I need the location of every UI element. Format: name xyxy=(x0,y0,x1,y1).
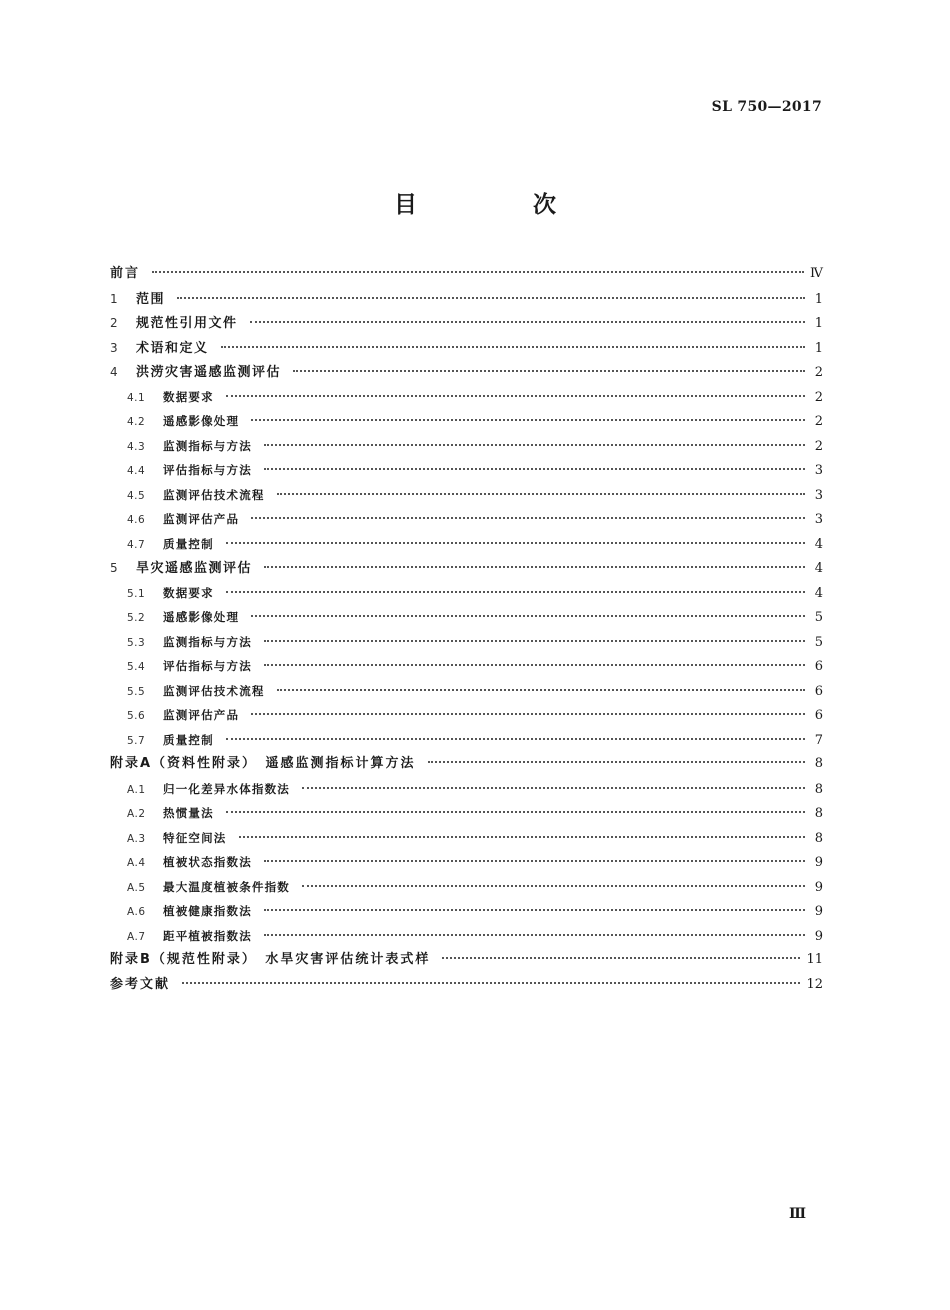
toc-entry-title: 范围 xyxy=(136,291,166,307)
toc-entry-page: 7 xyxy=(814,732,823,748)
toc-entry-page: 5 xyxy=(814,634,823,650)
toc-entry[interactable] xyxy=(110,409,823,434)
toc-entry-title: 质量控制 xyxy=(163,732,214,747)
toc-entry[interactable] xyxy=(110,777,823,802)
toc-entry-title: 附录A（资料性附录） 遥感监测指标计算方法 xyxy=(110,756,416,771)
toc-entry-page: 2 xyxy=(814,389,823,405)
toc-entry-number: A.1 xyxy=(127,783,146,796)
dot-leader xyxy=(226,738,805,740)
toc-entry[interactable] xyxy=(110,385,823,410)
dot-leader xyxy=(293,370,805,372)
toc-entry[interactable] xyxy=(110,336,823,361)
toc-entry-title: 附录B（规范性附录） 水旱灾害评估统计表式样 xyxy=(110,952,431,967)
toc-entry-number: 4.4 xyxy=(127,465,146,477)
toc-entry[interactable] xyxy=(110,605,823,630)
toc-entry-number: 5.4 xyxy=(127,661,146,673)
toc-entry-page: 6 xyxy=(814,683,823,699)
toc-entry-page: 6 xyxy=(814,659,823,674)
toc-entry-title: 参考文献 xyxy=(110,976,171,992)
toc-entry[interactable] xyxy=(110,630,823,655)
toc-entry[interactable] xyxy=(110,434,823,459)
toc-entry-number: A.2 xyxy=(127,808,146,820)
toc-entry-title: 评估指标与方法 xyxy=(163,659,252,673)
toc-entry-title: 监测评估产品 xyxy=(163,512,240,526)
toc-entry-page: 9 xyxy=(814,879,823,895)
toc-entry-page: 8 xyxy=(814,756,823,771)
dot-leader xyxy=(277,689,805,691)
toc-entry[interactable] xyxy=(110,556,823,581)
toc-entry-page: 8 xyxy=(814,781,823,797)
toc-entry-title: 前言 xyxy=(110,266,141,281)
toc-entry-title: 数据要求 xyxy=(163,585,214,600)
toc-entry[interactable] xyxy=(110,875,823,900)
toc-entry-number: 4.2 xyxy=(127,416,146,428)
toc-entry-page: 3 xyxy=(814,487,823,503)
toc-entry-page: 4 xyxy=(814,585,823,601)
toc-entry-page: 9 xyxy=(814,855,823,870)
toc-entry[interactable] xyxy=(110,973,823,998)
dot-leader xyxy=(226,591,805,593)
toc-entry-page: 4 xyxy=(814,536,823,552)
toc-entry-number: A.7 xyxy=(127,930,146,943)
toc-entry[interactable] xyxy=(110,948,823,973)
toc-entry[interactable] xyxy=(110,752,823,777)
page-title: 目 次 xyxy=(393,192,610,218)
toc-entry-title: 监测评估产品 xyxy=(163,708,240,722)
toc-entry-page: 8 xyxy=(814,806,823,821)
dot-leader xyxy=(428,761,805,763)
toc-entry-title: 术语和定义 xyxy=(136,340,209,356)
toc-entry[interactable] xyxy=(110,532,823,557)
toc-entry-title: 监测评估技术流程 xyxy=(163,487,265,502)
standard-code: SL 750—2017 xyxy=(711,99,822,115)
toc-entry-title: 最大温度植被条件指数 xyxy=(163,879,290,894)
toc-entry-title: 植被状态指数法 xyxy=(163,855,252,869)
dot-leader xyxy=(264,566,805,568)
dot-leader xyxy=(152,271,804,273)
toc-entry[interactable] xyxy=(110,801,823,826)
dot-leader xyxy=(264,664,805,666)
toc-entry-page: 2 xyxy=(814,438,823,454)
toc-entry-page: 1 xyxy=(814,340,823,356)
toc-entry-page: 1 xyxy=(814,291,823,307)
toc-entry[interactable] xyxy=(110,581,823,606)
dot-leader xyxy=(264,468,805,470)
toc-entry-page: 11 xyxy=(806,952,823,967)
toc-entry-number: A.6 xyxy=(127,906,146,918)
toc-entry-number: 5.6 xyxy=(127,710,146,722)
toc-entry-number: A.4 xyxy=(127,857,146,869)
toc-entry-page: 12 xyxy=(806,976,823,992)
dot-leader xyxy=(264,909,805,911)
toc-entry-page: 8 xyxy=(814,830,823,846)
toc-entry-number: 5.2 xyxy=(127,612,146,624)
toc-entry-number: A.3 xyxy=(127,832,146,845)
toc-entry-number: 4 xyxy=(110,365,118,379)
toc-entry-page: 2 xyxy=(814,365,823,380)
toc-entry-title: 热惯量法 xyxy=(163,806,214,820)
dot-leader xyxy=(251,615,805,617)
toc-entry[interactable] xyxy=(110,728,823,753)
dot-leader xyxy=(251,713,805,715)
dot-leader xyxy=(239,836,806,838)
dot-leader xyxy=(226,542,805,544)
toc-entry-page: 1 xyxy=(814,316,823,331)
dot-leader xyxy=(302,787,805,789)
toc-entry-number: 5 xyxy=(110,561,118,575)
toc-entry[interactable] xyxy=(110,311,823,336)
toc-entry-number: 4.6 xyxy=(127,514,146,526)
toc-entry-page: 4 xyxy=(814,561,823,576)
toc-entry-title: 距平植被指数法 xyxy=(163,928,252,943)
toc-entry-page: 9 xyxy=(814,928,823,944)
toc-entry-number: 4.7 xyxy=(127,538,146,551)
dot-leader xyxy=(442,957,800,959)
toc-entry[interactable] xyxy=(110,924,823,949)
toc-entry[interactable] xyxy=(110,679,823,704)
page-number: Ⅲ xyxy=(788,1206,806,1222)
toc-entry-number: A.5 xyxy=(127,881,146,894)
dot-leader xyxy=(177,297,805,299)
toc-entry-number: 5.3 xyxy=(127,636,146,649)
toc-entry-title: 特征空间法 xyxy=(163,830,227,845)
toc-entry[interactable] xyxy=(110,287,823,312)
toc-entry-number: 1 xyxy=(110,291,118,306)
table-of-contents xyxy=(110,262,823,997)
toc-entry-title: 旱灾遥感监测评估 xyxy=(136,561,253,576)
toc-entry-number: 4.3 xyxy=(127,440,146,453)
toc-entry[interactable] xyxy=(110,507,823,532)
toc-entry-number: 4.5 xyxy=(127,489,146,502)
toc-entry[interactable] xyxy=(110,850,823,875)
toc-entry[interactable] xyxy=(110,483,823,508)
toc-entry-number: 5.7 xyxy=(127,734,146,747)
dot-leader xyxy=(251,419,805,421)
dot-leader xyxy=(264,860,805,862)
toc-entry-page: 3 xyxy=(814,512,823,527)
toc-entry-number: 5.5 xyxy=(127,685,146,698)
dot-leader xyxy=(264,934,805,936)
dot-leader xyxy=(302,885,805,887)
toc-entry-page: 6 xyxy=(814,708,823,723)
toc-entry-title: 质量控制 xyxy=(163,536,214,551)
toc-entry-title: 评估指标与方法 xyxy=(163,463,252,477)
toc-entry-page: 3 xyxy=(814,463,823,478)
dot-leader xyxy=(277,493,805,495)
dot-leader xyxy=(226,811,805,813)
dot-leader xyxy=(264,640,805,642)
toc-entry-page: 2 xyxy=(814,414,823,429)
toc-entry[interactable] xyxy=(110,826,823,851)
toc-entry-page: Ⅳ xyxy=(810,266,823,281)
toc-entry-title: 遥感影像处理 xyxy=(163,414,240,428)
dot-leader xyxy=(251,517,805,519)
dot-leader xyxy=(226,395,805,397)
toc-entry-number: 3 xyxy=(110,340,118,355)
toc-entry-number: 4.1 xyxy=(127,391,146,404)
toc-entry[interactable] xyxy=(110,360,823,385)
toc-entry-page: 9 xyxy=(814,904,823,919)
toc-entry-title: 植被健康指数法 xyxy=(163,904,252,918)
dot-leader xyxy=(250,321,805,323)
toc-entry[interactable] xyxy=(110,654,823,679)
toc-entry[interactable] xyxy=(110,262,823,287)
toc-entry-title: 规范性引用文件 xyxy=(136,316,238,331)
dot-leader xyxy=(264,444,805,446)
toc-entry-title: 监测指标与方法 xyxy=(163,438,252,453)
toc-entry-number: 5.1 xyxy=(127,587,146,600)
toc-entry-title: 遥感影像处理 xyxy=(163,610,240,624)
dot-leader xyxy=(221,346,805,348)
toc-entry[interactable] xyxy=(110,703,823,728)
toc-entry-title: 监测评估技术流程 xyxy=(163,683,265,698)
toc-entry-title: 数据要求 xyxy=(163,389,214,404)
toc-entry[interactable] xyxy=(110,458,823,483)
toc-entry-title: 归一化差异水体指数法 xyxy=(163,781,290,796)
dot-leader xyxy=(182,982,800,984)
toc-entry-title: 监测指标与方法 xyxy=(163,634,252,649)
toc-entry[interactable] xyxy=(110,899,823,924)
toc-entry-page: 5 xyxy=(814,610,823,625)
toc-entry-title: 洪涝灾害遥感监测评估 xyxy=(136,365,282,380)
toc-entry-number: 2 xyxy=(110,316,118,330)
